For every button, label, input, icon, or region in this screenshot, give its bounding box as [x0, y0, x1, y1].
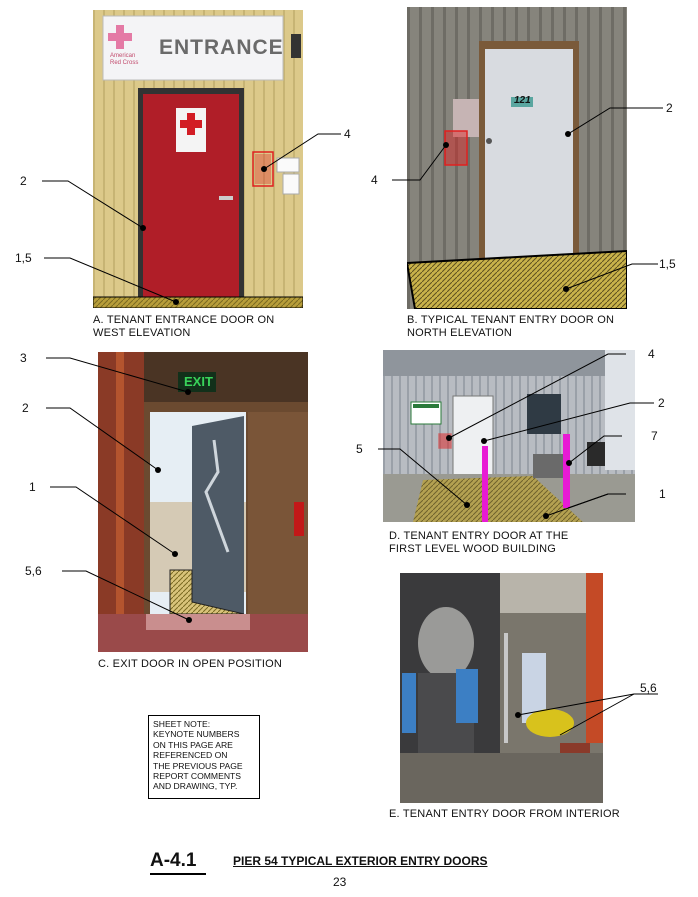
- photo-c-scene: [98, 352, 308, 652]
- exit-sign: EXIT: [184, 374, 213, 389]
- photo-d-scene: [383, 350, 635, 522]
- caption-d: [389, 530, 568, 556]
- door-number: 121: [514, 95, 531, 106]
- caption-c: [98, 658, 282, 671]
- caption-d-line1: D. TENANT ENTRY DOOR AT THE: [389, 530, 569, 542]
- sheet-note-line: KEYNOTE NUMBERS: [153, 729, 240, 740]
- sheet-id-underline: [150, 873, 206, 875]
- key-d-4: 4: [648, 347, 655, 361]
- caption-c-line1: C. EXIT DOOR IN OPEN POSITION: [98, 658, 283, 670]
- photo-b: [407, 7, 627, 309]
- key-d-5: 5: [356, 442, 363, 456]
- banner-logo-line2: Red Cross: [110, 60, 139, 66]
- photo-a: [93, 10, 303, 308]
- sheet-note-line: REFERENCED ON: [153, 750, 228, 761]
- caption-e-line1: E. TENANT ENTRY DOOR FROM INTERIOR: [389, 808, 620, 820]
- key-a-1-5: 1,5: [15, 251, 32, 265]
- sheet-note-line: ON THIS PAGE ARE: [153, 739, 233, 750]
- sheet-note-line: REPORT COMMENTS: [153, 771, 242, 782]
- sheet-note-line: AND DRAWING, TYP.: [153, 781, 238, 792]
- caption-b-line1: B. TYPICAL TENANT ENTRY DOOR ON: [407, 314, 615, 326]
- key-a-4: 4: [344, 127, 351, 141]
- photo-b-scene: [407, 7, 627, 309]
- key-c-5-6: 5,6: [25, 564, 42, 578]
- caption-d-line2: FIRST LEVEL WOOD BUILDING: [389, 543, 556, 555]
- key-d-1: 1: [659, 487, 666, 501]
- key-b-1-5: 1,5: [659, 257, 676, 271]
- sheet-note-line: THE PREVIOUS PAGE: [153, 760, 243, 771]
- sheet-title: PIER 54 TYPICAL EXTERIOR ENTRY DOORS: [233, 854, 488, 868]
- key-e-5-6: 5,6: [640, 681, 657, 695]
- banner-text: ENTRANCE: [159, 36, 284, 59]
- caption-a-line1: A. TENANT ENTRANCE DOOR ON: [93, 314, 275, 326]
- page-number: 23: [333, 875, 347, 889]
- caption-b: [407, 314, 614, 340]
- key-d-2: 2: [658, 396, 665, 410]
- caption-a-line2: WEST ELEVATION: [93, 327, 191, 339]
- sheet-note: [148, 715, 260, 799]
- key-c-2: 2: [22, 401, 29, 415]
- photo-e: [400, 573, 603, 803]
- sheet-note-line: SHEET NOTE:: [153, 719, 211, 729]
- key-a-2: 2: [20, 174, 27, 188]
- key-c-3: 3: [20, 351, 27, 365]
- key-b-2: 2: [666, 101, 673, 115]
- banner-logo-line1: American: [110, 53, 136, 59]
- caption-e: [389, 808, 620, 821]
- photo-c: [98, 352, 308, 652]
- caption-b-line2: NORTH ELEVATION: [407, 327, 513, 339]
- key-b-4: 4: [371, 173, 378, 187]
- photo-e-scene: [400, 573, 603, 803]
- photo-d: [383, 350, 635, 522]
- sheet-id: A-4.1: [150, 850, 197, 871]
- key-c-1: 1: [29, 480, 36, 494]
- key-d-7: 7: [651, 429, 658, 443]
- caption-a: [93, 314, 274, 340]
